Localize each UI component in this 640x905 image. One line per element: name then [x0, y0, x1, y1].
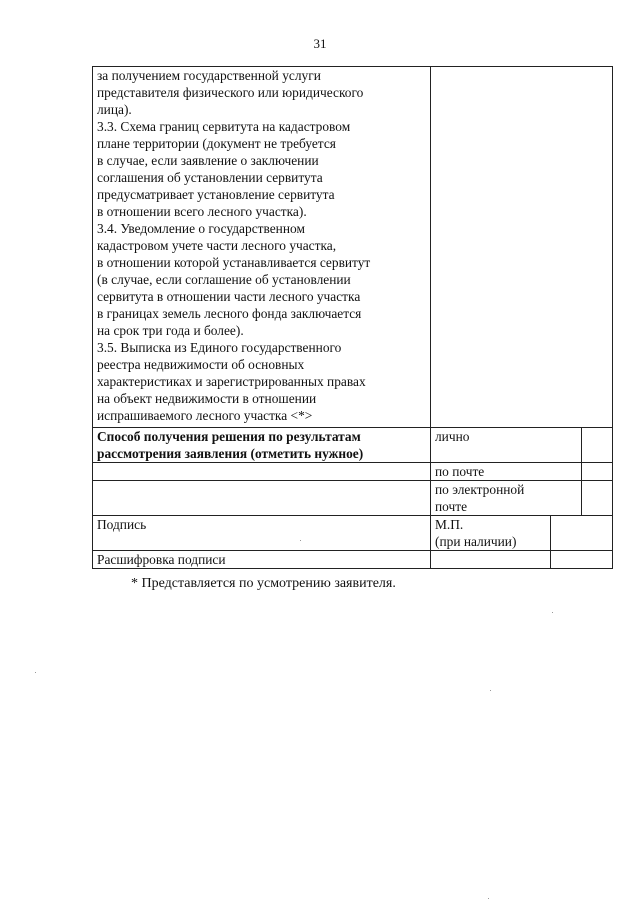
delivery-row-mail	[93, 463, 613, 481]
delivery-method-label: рассмотрения заявления (отметить нужное)	[97, 446, 364, 461]
documents-row	[93, 67, 613, 428]
scan-speck	[488, 898, 489, 899]
delivery-option-label: по электронной	[435, 482, 525, 497]
documents-line: плане территории (документ не требуется	[97, 136, 336, 151]
documents-line: в отношении которой устанавливается сервитут	[97, 255, 371, 270]
documents-line: 3.5. Выписка из Единого государственного	[97, 340, 342, 355]
documents-line: на объект недвижимости в отношении	[97, 391, 317, 406]
documents-line: испрашиваемого лесного участка <*>	[97, 408, 313, 423]
signature-row	[93, 516, 613, 551]
stamp-cell	[431, 516, 551, 551]
delivery-checkbox-mail[interactable]	[582, 463, 613, 481]
documents-line: кадастровом учете части лесного участка,	[97, 238, 337, 253]
scan-speck	[35, 672, 36, 673]
delivery-empty-cell	[93, 481, 431, 516]
documents-line: соглашения об установлении сервитута	[97, 170, 323, 185]
signature-decoding-field[interactable]	[431, 551, 551, 569]
documents-line: на срок три года и более).	[97, 323, 244, 338]
documents-line: сервитута в отношении части лесного участка	[97, 289, 361, 304]
delivery-option-label: лично	[435, 429, 470, 444]
stamp-label: М.П.	[435, 517, 464, 532]
signature-decoding-empty	[551, 551, 613, 569]
delivery-option-label: по почте	[435, 464, 485, 479]
documents-line: в случае, если заявление о заключении	[97, 153, 319, 168]
signature-decoding-label-cell	[93, 551, 431, 569]
delivery-row-email	[93, 481, 613, 516]
documents-line: лица).	[97, 102, 132, 117]
delivery-checkbox-email[interactable]	[582, 481, 613, 516]
stamp-note: (при наличии)	[435, 534, 517, 549]
documents-line: представителя физического или юридического	[97, 85, 364, 100]
signature-decoding-label: Расшифровка подписи	[97, 552, 226, 567]
signature-label: Подпись	[97, 517, 147, 532]
delivery-empty-cell	[93, 463, 431, 481]
documents-line: предусматривает установление сервитута	[97, 187, 335, 202]
delivery-method-label: Способ получения решения по результатам	[97, 429, 361, 444]
signature-decoding-row	[93, 551, 613, 569]
documents-line: в границах земель лесного фонда заключается	[97, 306, 362, 321]
documents-line: 3.4. Уведомление о государственном	[97, 221, 305, 236]
documents-line: реестра недвижимости об основных	[97, 357, 305, 372]
documents-line: (в случае, если соглашение об установлении	[97, 272, 351, 287]
delivery-method-label-cell	[93, 428, 431, 463]
scan-speck	[490, 690, 491, 691]
documents-line: за получением государственной услуги	[97, 68, 321, 83]
application-form-table	[92, 66, 613, 569]
documents-list-cell	[93, 67, 431, 428]
documents-line: характеристиках и зарегистрированных правах	[97, 374, 366, 389]
delivery-option-email	[431, 481, 582, 516]
scan-speck	[300, 540, 301, 541]
delivery-option-label: почте	[435, 499, 468, 514]
page-number: 31	[313, 36, 327, 51]
documents-line: в отношении всего лесного участка).	[97, 204, 307, 219]
documents-empty-cell	[431, 67, 613, 428]
documents-line: 3.3. Схема границ сервитута на кадастровом	[97, 119, 351, 134]
delivery-option-mail	[431, 463, 582, 481]
signature-field[interactable]	[551, 516, 613, 551]
delivery-option-personal	[431, 428, 582, 463]
footnote: * Представляется по усмотрению заявителя.	[131, 576, 396, 591]
delivery-row-personal	[93, 428, 613, 463]
signature-label-cell	[93, 516, 431, 551]
delivery-checkbox-personal[interactable]	[582, 428, 613, 463]
scan-speck	[552, 612, 553, 613]
